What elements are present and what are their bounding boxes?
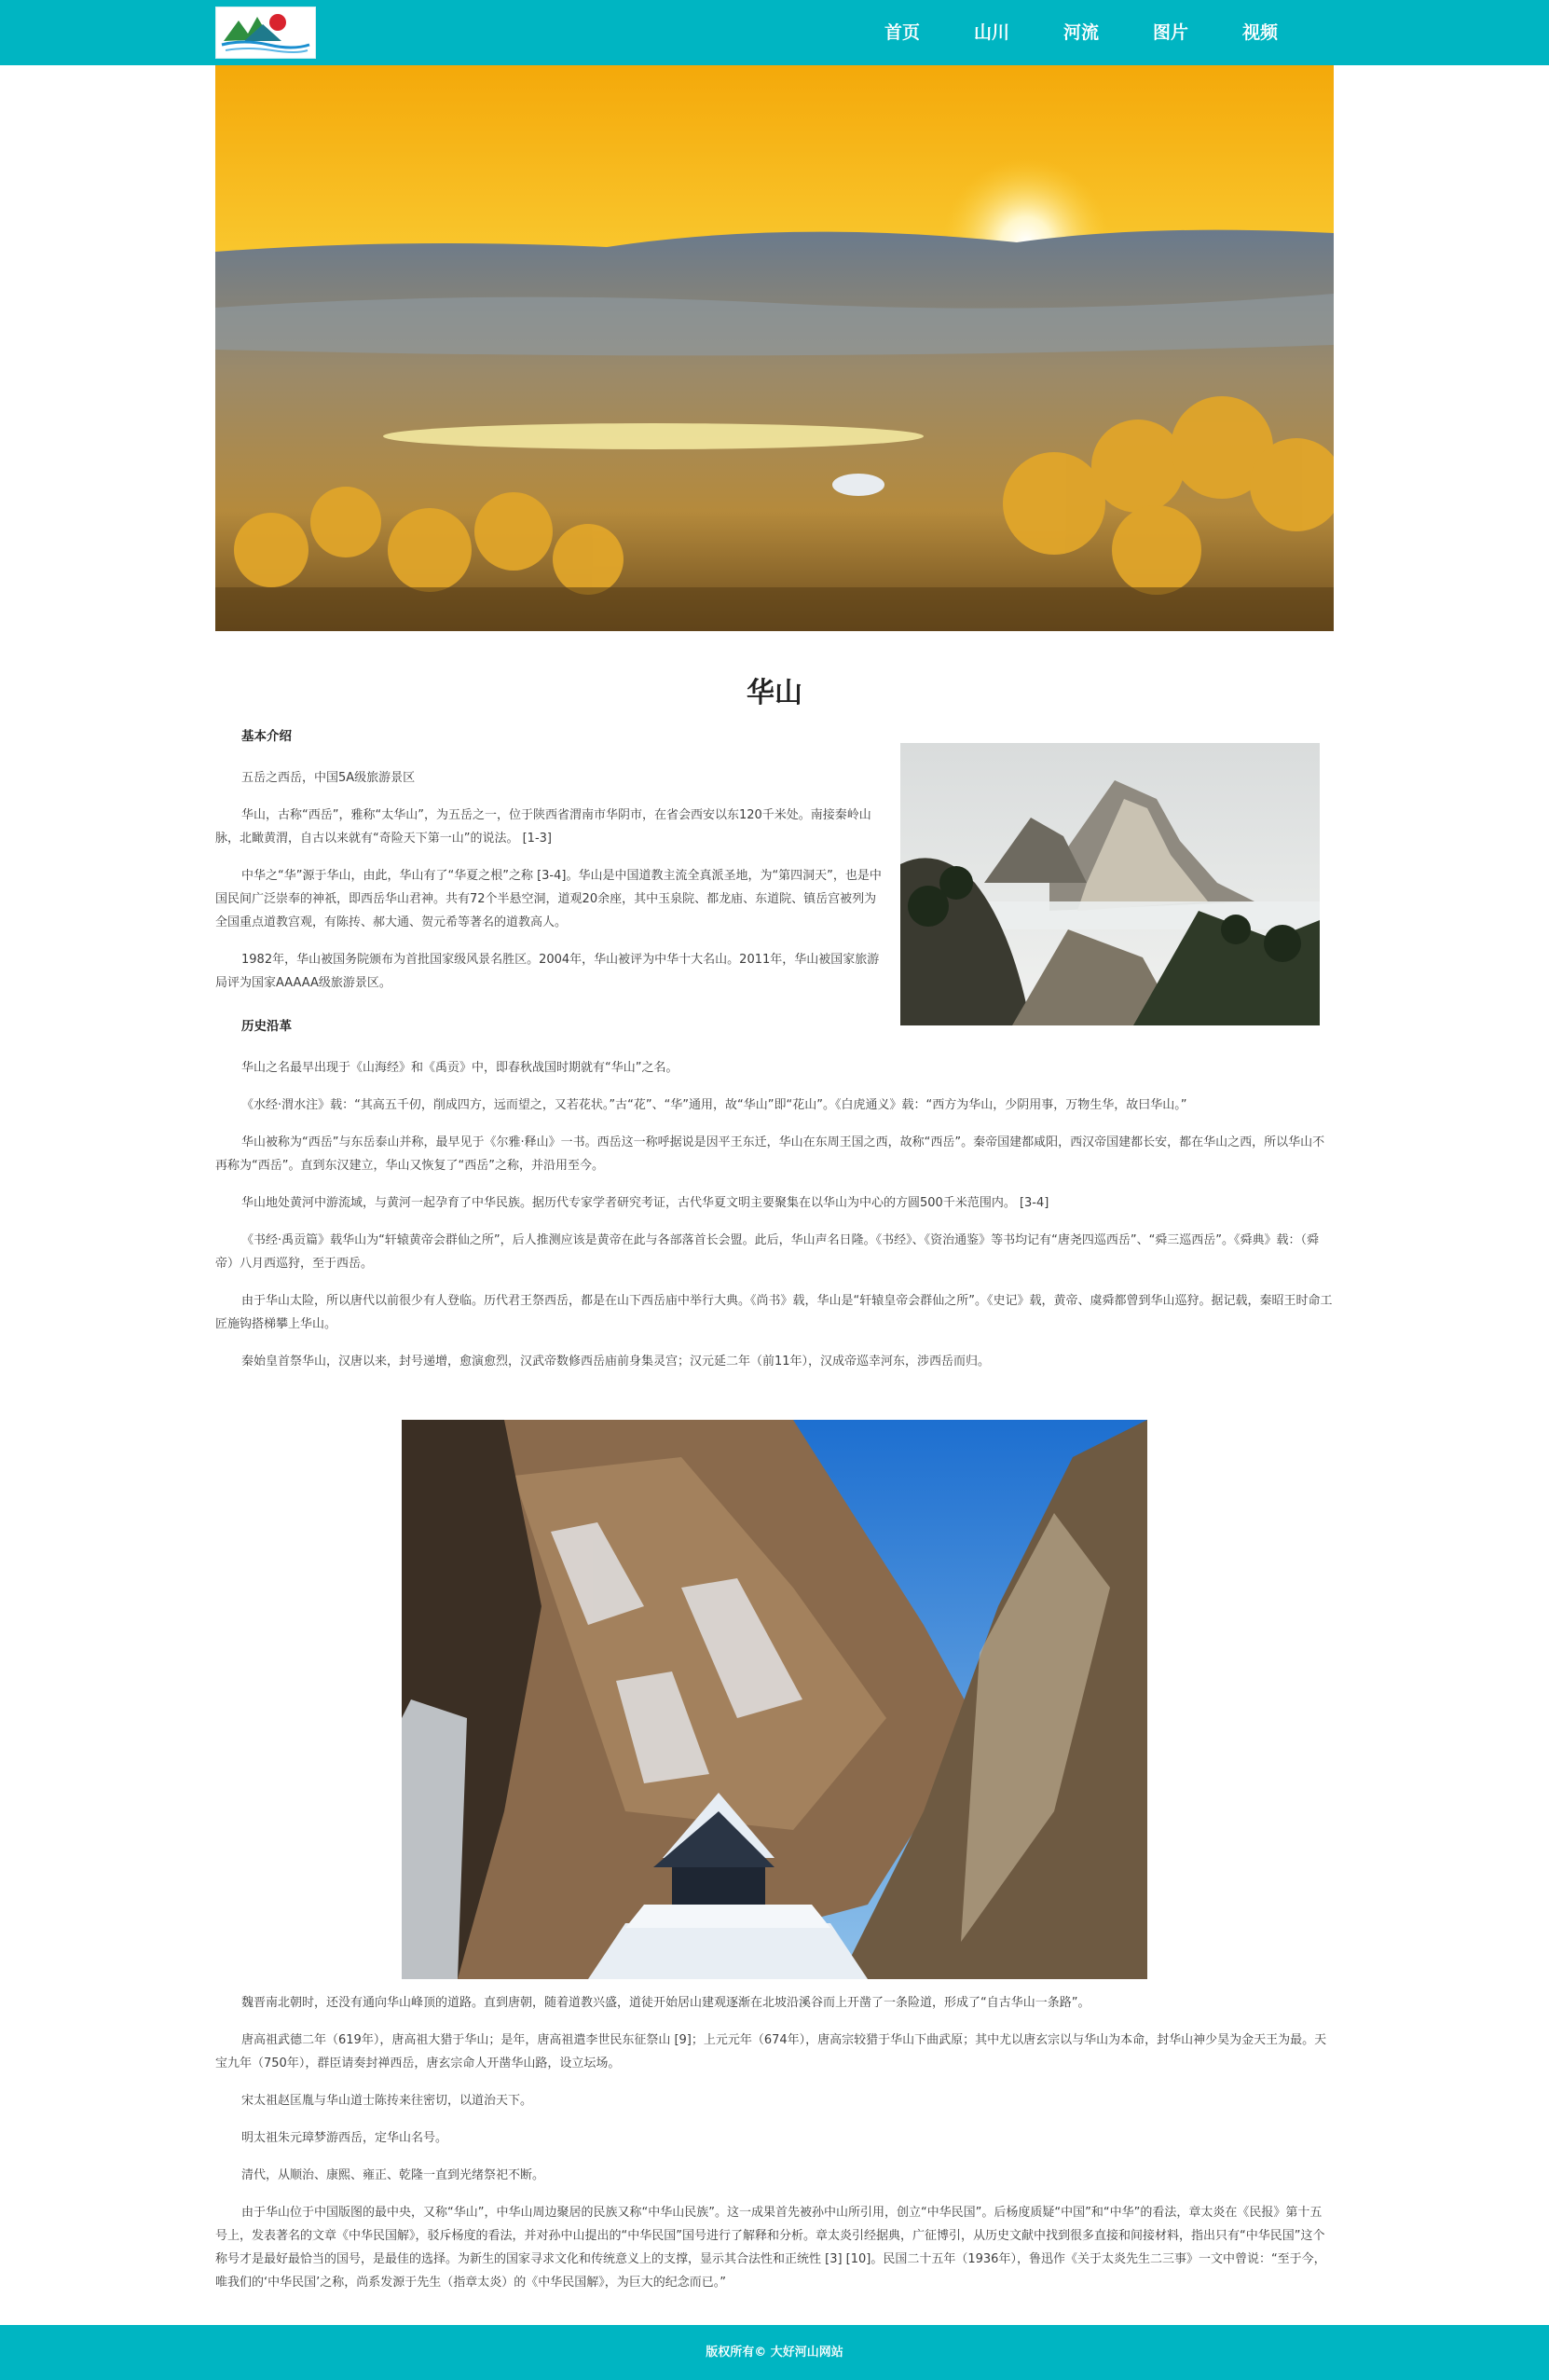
history-paragraph: 《水经·渭水注》载：“其高五千仞，削成四方，远而望之，又若花状。”古“花”、“华”通用，故“华山”即“花山”。《白虎通义》载：“西方为华山，少阴用事，万物生华，故曰华山。”: [241, 1098, 1187, 1112]
intro-section: [215, 727, 886, 1009]
site-footer: [0, 2325, 1549, 2380]
history-section: [215, 1017, 1334, 1387]
main-nav: [857, 0, 1305, 65]
history-paragraph: 华山地处黄河中游流域，与黄河一起孕育了中华民族。据历代专家学者研究考证，古代华夏文明主要聚集在以华山为中心的方圆500千米范围内。 [3-4]: [241, 1196, 1049, 1210]
nav-mountains[interactable]: 山川: [973, 22, 1009, 43]
nav-rivers[interactable]: 河流: [1062, 22, 1099, 43]
history-paragraph: 华山被称为“西岳”与东岳泰山并称，最早见于《尔雅·释山》一书。西岳这一称呼据说是因平王东迁，华山在东周王国之西，故称“西岳”。秦帝国建都咸阳，西汉帝国建都长安，都在华山之西，所以华山不再称为“西岳”。直到东汉建立，华山又恢复了“西岳”之称，并沿用至今。: [215, 1135, 1325, 1173]
later-history-section: [215, 1991, 1334, 2308]
site-logo[interactable]: [215, 7, 316, 59]
nav-videos[interactable]: 视频: [1241, 22, 1278, 43]
history-paragraph: 明太祖朱元璋梦游西岳，定华山名号。: [241, 2131, 448, 2145]
page-title: 华山: [747, 677, 802, 709]
history-paragraph: 华山之名最早出现于《山海经》和《禹贡》中，即春秋战国时期就有“华山”之名。: [241, 1061, 679, 1075]
history-heading: 历史沿革: [241, 1019, 292, 1034]
history-paragraph: 唐高祖武德二年（619年），唐高祖大猎于华山；是年，唐高祖遣李世民东征祭山 [9]；上元元年（674年），唐高宗较猎于华山下曲武原；其中尤以唐玄宗以与华山为本命，封华山神少昊为金天王为最。天宝九年（750年），群臣请奏封禅西岳，唐玄宗命人开凿华山路，设立坛场。: [215, 2033, 1327, 2070]
hero-banner-image: [215, 65, 1334, 631]
snowy-pavilion-photo: [402, 1420, 1147, 1979]
copyright-text: 版权所有© 大好河山网站: [706, 2346, 843, 2359]
history-paragraph: 魏晋南北朝时，还没有通向华山峰顶的道路。直到唐朝，随着道教兴盛，道徒开始居山建观逐渐在北坡沿溪谷而上开凿了一条险道，形成了“自古华山一条路”。: [241, 1996, 1090, 2010]
intro-paragraph: 五岳之西岳，中国5A级旅游景区: [241, 771, 416, 785]
history-paragraph: 由于华山太险，所以唐代以前很少有人登临。历代君王祭西岳，都是在山下西岳庙中举行大典。《尚书》载，华山是“轩辕皇帝会群仙之所”。《史记》载，黄帝、虞舜都曾到华山巡狩。据记载，秦昭王时命工匠施钩搭梯攀上华山。: [215, 1294, 1333, 1331]
top-navbar: [0, 0, 1549, 65]
intro-paragraph: 1982年，华山被国务院颁布为首批国家级风景名胜区。2004年，华山被评为中华十大名山。2011年，华山被国家旅游局评为国家AAAAA级旅游景区。: [215, 953, 880, 990]
mountain-sun-logo-icon: [216, 7, 315, 58]
nav-pictures[interactable]: 图片: [1152, 22, 1188, 43]
huashan-peaks-photo: [900, 743, 1320, 1025]
history-paragraph: 《书经·禹贡篇》载华山为“轩辕黄帝会群仙之所”，后人推测应该是黄帝在此与各部落首长会盟。此后，华山声名日隆。《书经》、《资治通鉴》等书均记有“唐尧四巡西岳”、“舜三巡西岳”。《舜典》载：（舜帝）八月西巡狩，至于西岳。: [215, 1233, 1320, 1271]
intro-heading: 基本介绍: [241, 729, 292, 744]
intro-paragraph: 华山，古称“西岳”，雅称“太华山”，为五岳之一，位于陕西省渭南市华阴市，在省会西安以东120千米处。南接秦岭山脉，北瞰黄渭，自古以来就有“奇险天下第一山”的说法。 [1-3]: [215, 808, 871, 846]
history-paragraph: 清代，从顺治、康熙、雍正、乾隆一直到光绪祭祀不断。: [241, 2168, 545, 2182]
history-paragraph: 宋太祖赵匡胤与华山道士陈抟来往密切，以道治天下。: [241, 2094, 533, 2108]
history-paragraph: 秦始皇首祭华山，汉唐以来，封号递增，愈演愈烈，汉武帝数修西岳庙前身集灵宫；汉元延二年（前11年），汉成帝巡幸河东，涉西岳而归。: [241, 1355, 991, 1369]
history-paragraph: 由于华山位于中国版图的最中央，又称“华山”，中华山周边聚居的民族又称“中华山民族”。这一成果首先被孙中山所引用，创立“中华民国”。后杨度质疑“中国”和“中华”的看法，章太炎在《民报》第十五号上，发表著名的文章《中华民国解》，驳斥杨度的看法，并对孙中山提出的“中华民国”国号进行了解释和分析。章太炎引经据典，广征博引，从历史文献中找到很多直接和间接材料，指出只有“中华民国”这个称号才是最好最恰当的国号，是最佳的选择。为新生的国家寻求文化和传统意义上的支撑，显示其合法性和正统性 [3] [10]。民国二十五年（1936年），鲁迅作《关于太炎先生二三事》一文中曾说：“至于今，唯我们的‘中华民国’之称，尚系发源于先生（指章太炎）的《中华民国解》，为巨大的纪念而已。”: [215, 2206, 1326, 2290]
nav-home[interactable]: 首页: [884, 22, 920, 43]
intro-paragraph: 中华之“华”源于华山，由此，华山有了“华夏之根”之称 [3-4]。华山是中国道教主流全真派圣地，为“第四洞天”，也是中国民间广泛崇奉的神祇，即西岳华山君神。共有72个半悬空洞，道观20余座，其中玉泉院、都龙庙、东道院、镇岳宫被列为全国重点道教宫观，有陈抟、郝大通、贺元希等著名的道教高人。: [215, 869, 882, 929]
